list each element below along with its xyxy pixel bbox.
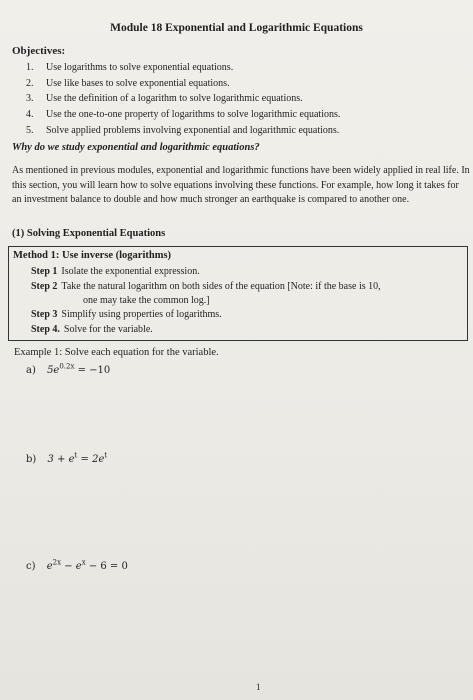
list-item (26, 60, 340, 76)
part-label: a) (26, 365, 36, 377)
step-label: Step 1 (31, 266, 58, 277)
list-item (26, 123, 340, 139)
list-text: Use the one-to-one property of logarithms to solve logarithmic equations. (46, 109, 341, 121)
step-1 (31, 265, 461, 279)
step-2 (31, 280, 461, 308)
example-part-a (26, 363, 110, 376)
section-heading: (1) Solving Exponential Equations (12, 228, 166, 239)
list-number: 5. (26, 124, 34, 136)
method-title: Method 1: Use inverse (logarithms) (13, 250, 172, 261)
step-text: Solve for the variable. (63, 324, 153, 335)
list-text: Solve applied problems involving exponential and logarithmic equations. (46, 124, 340, 136)
example-heading: Example 1: Solve each equation for the variable. (14, 347, 219, 358)
step-label: Step 4. (31, 324, 60, 335)
intro-paragraph: As mentioned in previous modules, exponential and logarithmic functions have been widely applied in real life. In this section, you will learn how to solve equations involving these functions. For example, how long it takes for an investment balance to double and how much stronger an earthquake is compared to another one. (12, 165, 470, 205)
objectives-heading: Objectives: (12, 45, 66, 57)
example-part-b (26, 452, 107, 465)
objectives-list (26, 60, 340, 139)
list-text: Use like bases to solve exponential equations. (46, 77, 230, 89)
list-text: Use logarithms to solve exponential equations. (46, 62, 234, 73)
step-text: Simplify using properties of logarithms. (61, 309, 222, 320)
list-text: Use the definition of a logarithm to solve logarithmic equations. (46, 93, 303, 105)
equation: $5e^{0.2x} = -10$ (47, 363, 111, 377)
equation: $3 + e^t = 2e^t$ (47, 452, 108, 466)
step-3 (31, 308, 461, 322)
list-item (26, 107, 340, 123)
step-text-continued: one may take the common log.] (83, 295, 210, 306)
step-label: Step 2 (31, 281, 58, 292)
step-text: Isolate the exponential expression. (61, 266, 200, 277)
equation: $e^{2x} - e^x - 6 = 0$ (46, 559, 128, 573)
method-box (8, 246, 468, 341)
step-4 (31, 323, 461, 337)
list-item (26, 76, 340, 92)
example-part-c (26, 559, 128, 572)
page-number: 1 (256, 682, 261, 692)
page-title: Module 18 Exponential and Logarithmic Equations (110, 22, 363, 34)
list-number: 3. (26, 93, 34, 105)
list-number: 2. (26, 77, 34, 89)
part-label: b) (26, 454, 37, 466)
list-number: 4. (26, 109, 34, 121)
step-label: Step 3 (31, 309, 58, 320)
step-text: Take the natural logarithm on both sides of the equation [Note: if the base is 10, (61, 281, 381, 292)
list-item (26, 91, 340, 107)
why-heading: Why do we study exponential and logarithmic equations? (12, 142, 260, 153)
list-number: 1. (26, 62, 34, 73)
part-label: c) (26, 561, 36, 573)
